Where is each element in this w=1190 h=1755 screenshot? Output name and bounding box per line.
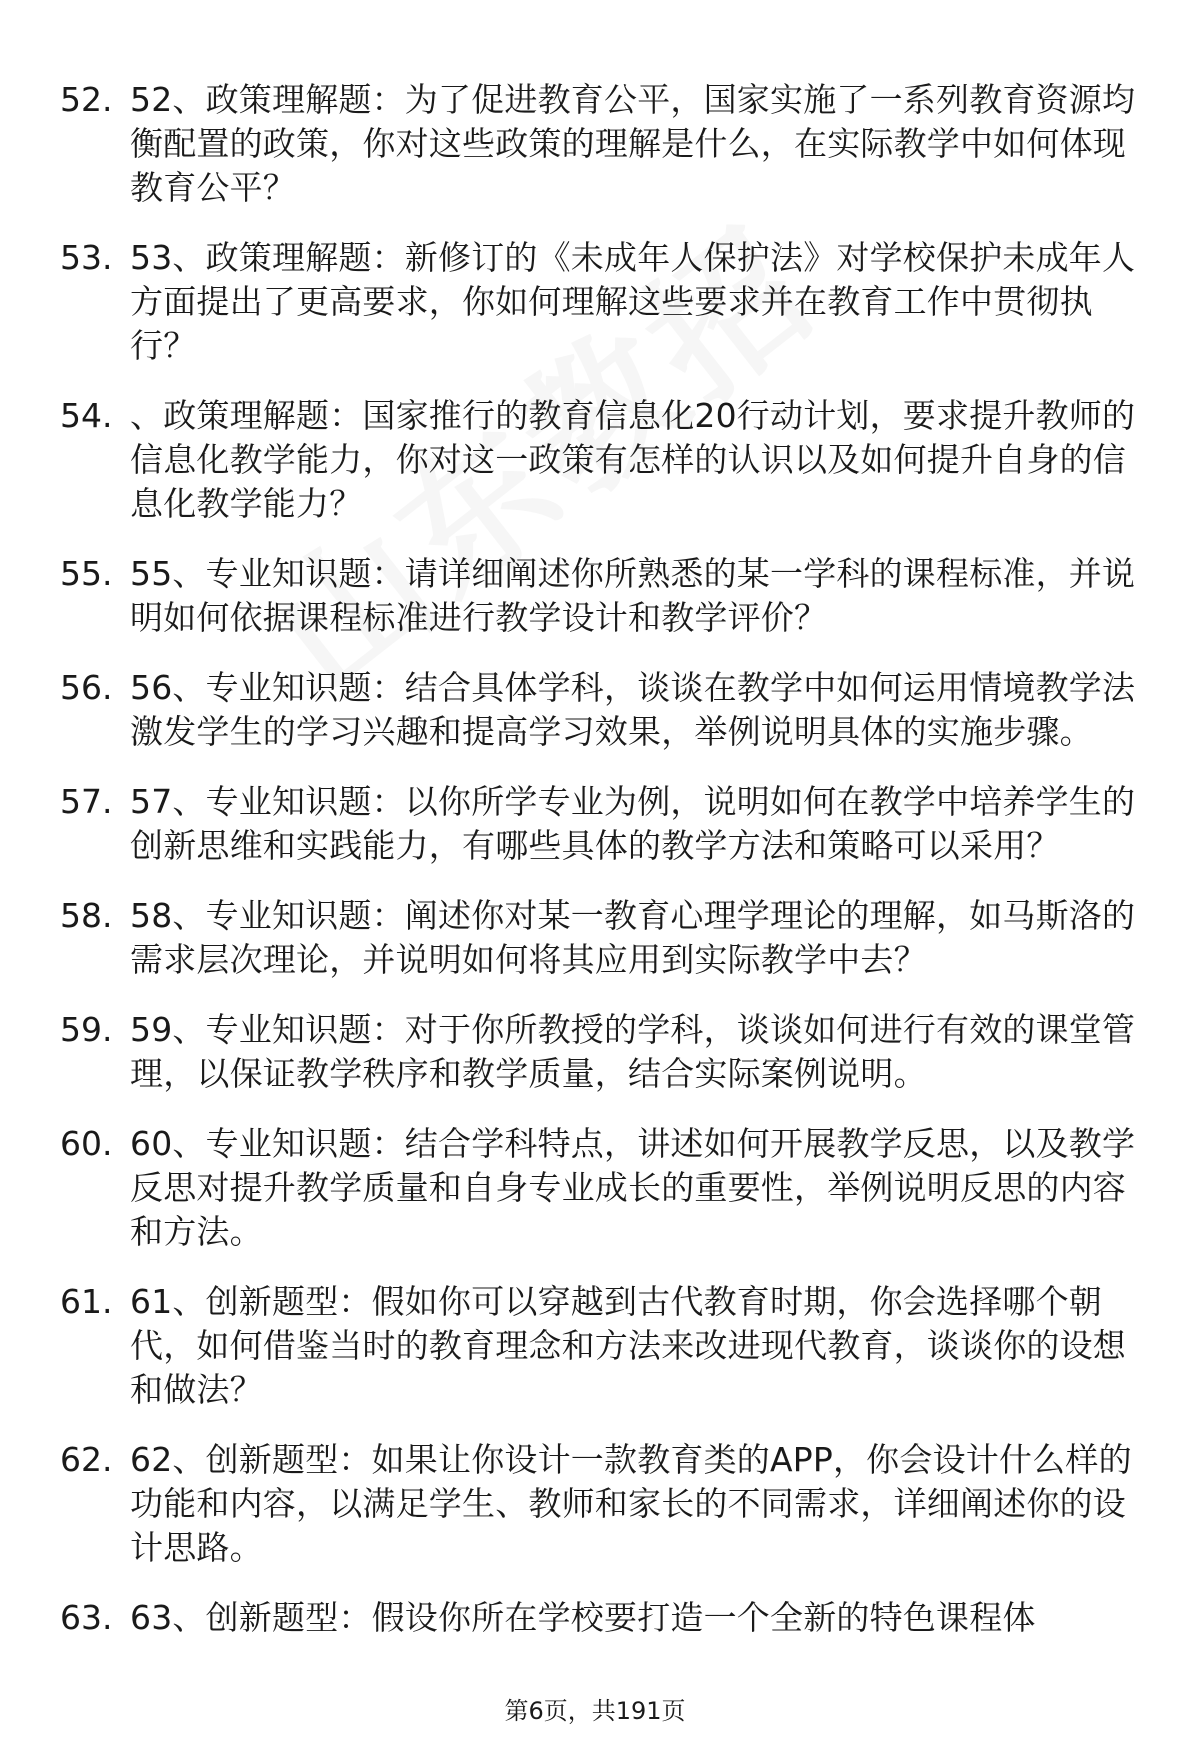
question-text: 61、创新题型：假如你可以穿越到古代教育时期，你会选择哪个朝代，如何借鉴当时的教育理念和方法来改进现代教育，谈谈你的设想和做法？	[130, 1282, 1126, 1409]
question-text: 63、创新题型：假设你所在学校要打造一个全新的特色课程体	[130, 1598, 1036, 1637]
question-number: 58.	[60, 896, 113, 935]
question-number: 53.	[60, 238, 113, 277]
question-number: 59.	[60, 1010, 113, 1049]
page-footer: 第6页，共191页	[504, 1697, 686, 1725]
question-text: 62、创新题型：如果让你设计一款教育类的APP，你会设计什么样的功能和内容，以满足学生、教师和家长的不同需求，详细阐述你的设计思路。	[130, 1440, 1132, 1567]
question-list	[60, 78, 1150, 1666]
question-number: 63.	[60, 1598, 113, 1637]
list-item	[60, 780, 1150, 868]
question-text: 56、专业知识题：结合具体学科，谈谈在教学中如何运用情境教学法激发学生的学习兴趣和提高学习效果，举例说明具体的实施步骤。	[130, 668, 1136, 751]
question-text: 57、专业知识题：以你所学专业为例，说明如何在教学中培养学生的创新思维和实践能力，有哪些具体的教学方法和策略可以采用？	[130, 782, 1136, 865]
question-text: 59、专业知识题：对于你所教授的学科，谈谈如何进行有效的课堂管理，以保证教学秩序和教学质量，结合实际案例说明。	[130, 1010, 1136, 1093]
question-number: 55.	[60, 554, 113, 593]
list-item	[60, 552, 1150, 640]
question-text: 52、政策理解题：为了促进教育公平，国家实施了一系列教育资源均衡配置的政策，你对这些政策的理解是什么，在实际教学中如何体现教育公平？	[130, 80, 1136, 207]
question-number: 56.	[60, 668, 113, 707]
question-text: 58、专业知识题：阐述你对某一教育心理学理论的理解，如马斯洛的需求层次理论，并说明如何将其应用到实际教学中去？	[130, 896, 1136, 979]
question-number: 52.	[60, 80, 113, 119]
list-item	[60, 894, 1150, 982]
list-item	[60, 1122, 1150, 1254]
question-text: 、政策理解题：国家推行的教育信息化20行动计划，要求提升教师的信息化教学能力，你对这一政策有怎样的认识以及如何提升自身的信息化教学能力？	[130, 396, 1136, 523]
question-number: 57.	[60, 782, 113, 821]
question-text: 60、专业知识题：结合学科特点，讲述如何开展教学反思，以及教学反思对提升教学质量和自身专业成长的重要性，举例说明反思的内容和方法。	[130, 1124, 1136, 1251]
question-text: 53、政策理解题：新修订的《未成年人保护法》对学校保护未成年人方面提出了更高要求，你如何理解这些要求并在教育工作中贯彻执行？	[130, 238, 1136, 365]
list-item	[60, 1596, 1150, 1640]
question-number: 61.	[60, 1282, 113, 1321]
list-item	[60, 1008, 1150, 1096]
question-text: 55、专业知识题：请详细阐述你所熟悉的某一学科的课程标准，并说明如何依据课程标准进行教学设计和教学评价？	[130, 554, 1136, 637]
question-number: 60.	[60, 1124, 113, 1163]
list-item	[60, 666, 1150, 754]
list-item	[60, 236, 1150, 368]
list-item	[60, 394, 1150, 526]
question-number: 62.	[60, 1440, 113, 1479]
list-item	[60, 78, 1150, 210]
list-item	[60, 1280, 1150, 1412]
list-item	[60, 1438, 1150, 1570]
question-number: 54.	[60, 396, 113, 435]
